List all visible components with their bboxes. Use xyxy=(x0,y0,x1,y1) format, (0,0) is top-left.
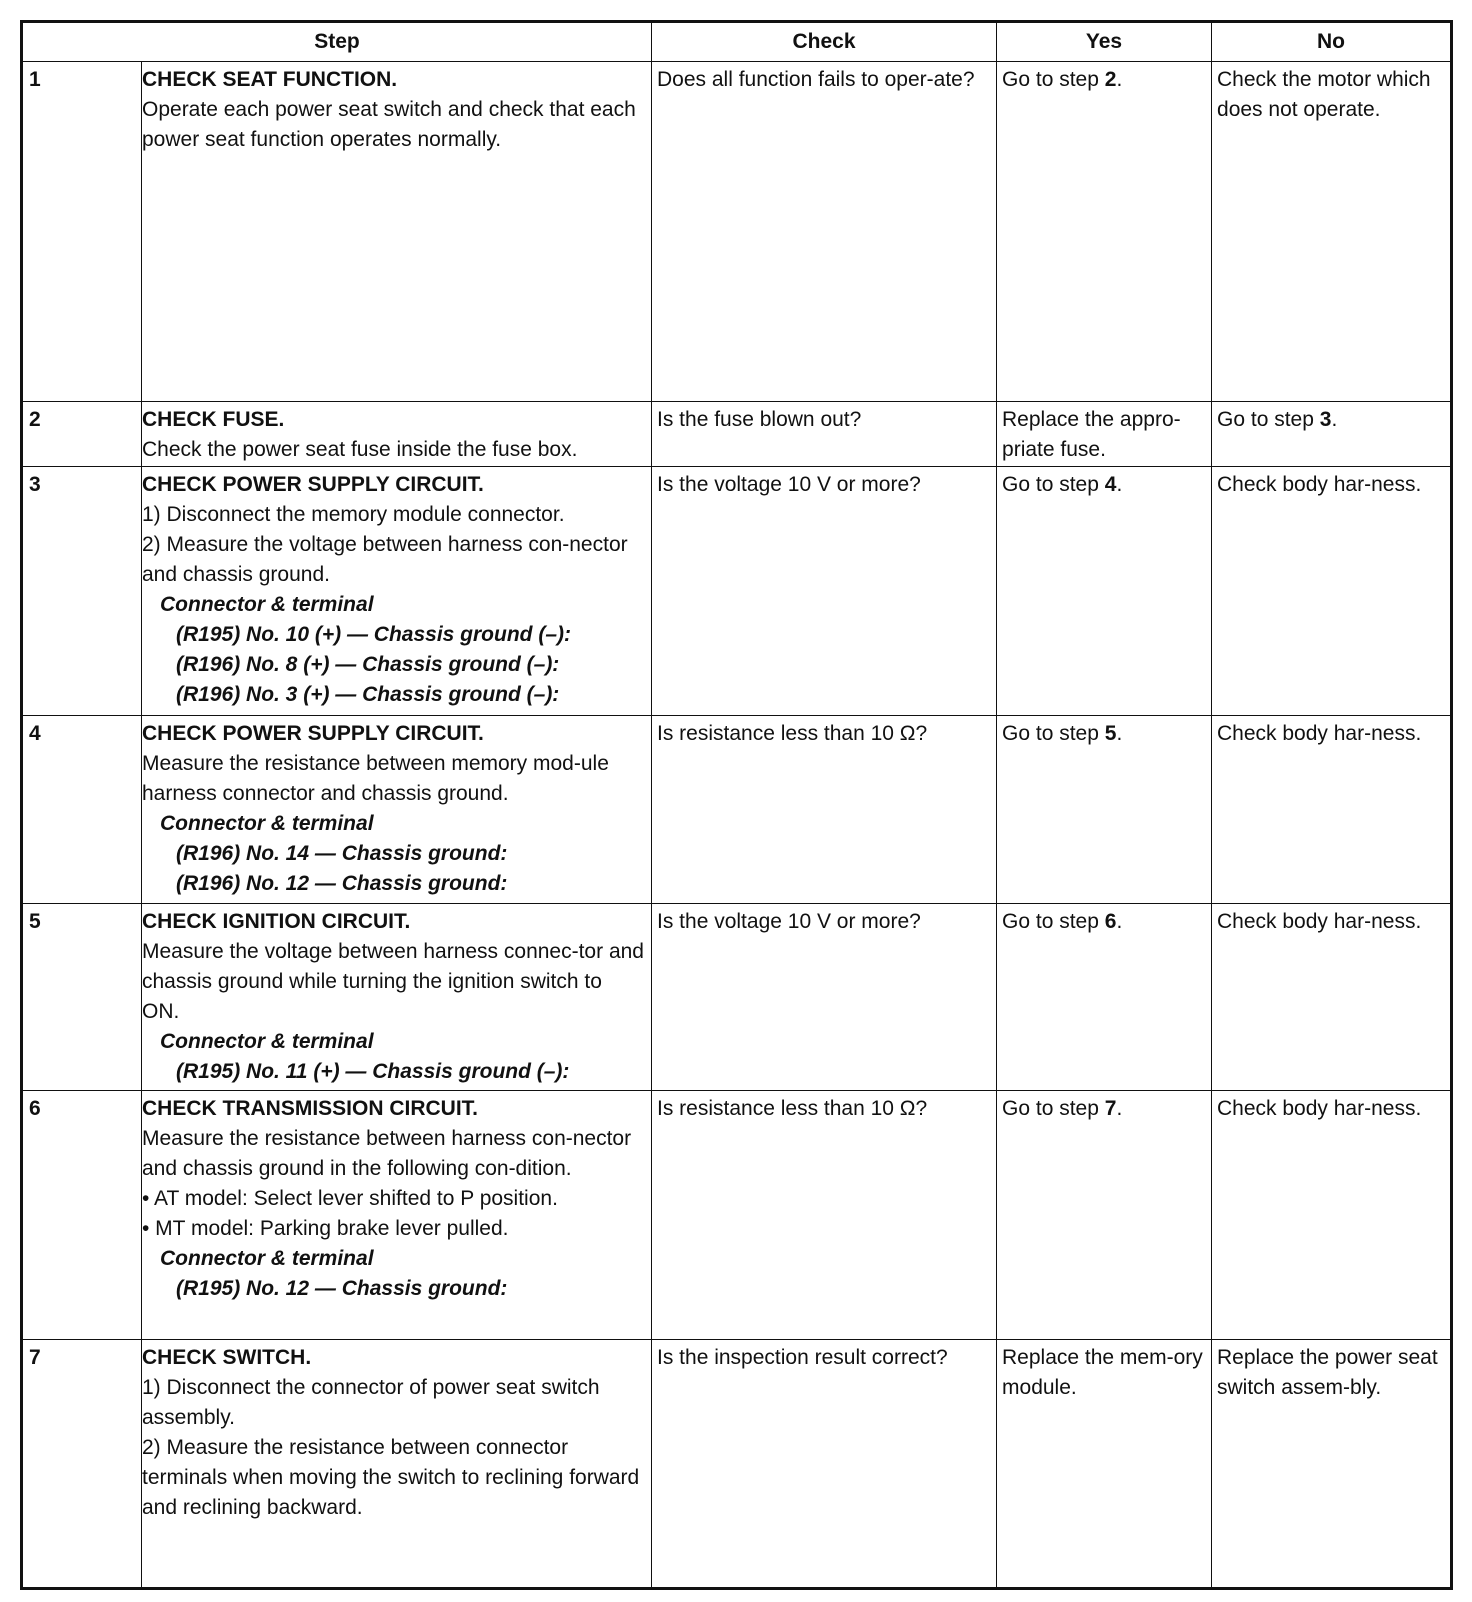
step-cell xyxy=(142,1339,652,1588)
step-line: 1) Disconnect the memory module connector. xyxy=(142,502,565,526)
table-row xyxy=(22,903,1452,1090)
check-cell: Is resistance less than 10 Ω? xyxy=(652,1090,997,1339)
step-number: 6 xyxy=(22,1090,142,1339)
yes-cell xyxy=(997,466,1212,715)
step-line: 2) Measure the resistance between connector terminals when moving the switch to reclining forward and reclining backward. xyxy=(142,1435,640,1519)
step-number: 1 xyxy=(22,62,142,402)
step-cell xyxy=(142,903,652,1090)
terminal-spec: (R195) No. 10 (+) — Chassis ground (–): xyxy=(176,622,571,646)
yes-text-end: . xyxy=(1116,909,1123,933)
step-description: Measure the resistance between harness con-nector and chassis ground in the following con-dition. xyxy=(142,1126,632,1180)
yes-step-number: 7 xyxy=(1104,1096,1117,1120)
step-number: 3 xyxy=(22,466,142,715)
yes-step-number: 6 xyxy=(1104,909,1117,933)
no-step-number: 3 xyxy=(1319,407,1332,431)
table-row xyxy=(22,62,1452,402)
terminal-spec: (R196) No. 3 (+) — Chassis ground (–): xyxy=(176,682,560,706)
step-line: 1) Disconnect the connector of power seat switch assembly. xyxy=(142,1375,600,1429)
terminal-spec: (R196) No. 8 (+) — Chassis ground (–): xyxy=(176,652,560,676)
check-cell: Does all function fails to oper-ate? xyxy=(652,62,997,402)
step-number: 5 xyxy=(22,903,142,1090)
step-cell xyxy=(142,1090,652,1339)
step-cell xyxy=(142,715,652,903)
header-row xyxy=(22,22,1452,62)
yes-step-number: 4 xyxy=(1104,472,1117,496)
step-number: 2 xyxy=(22,401,142,466)
connector-terminal-label: Connector & terminal xyxy=(160,1029,374,1053)
no-cell: Check body har-ness. xyxy=(1212,903,1452,1090)
connector-terminal-label: Connector & terminal xyxy=(160,592,374,616)
yes-cell xyxy=(997,62,1212,402)
terminal-spec: (R195) No. 11 (+) — Chassis ground (–): xyxy=(176,1059,570,1083)
check-cell: Is resistance less than 10 Ω? xyxy=(652,715,997,903)
table-row xyxy=(22,1090,1452,1339)
no-cell: Check body har-ness. xyxy=(1212,1090,1452,1339)
header-step: Step xyxy=(22,22,652,62)
step-number: 7 xyxy=(22,1339,142,1588)
step-number: 4 xyxy=(22,715,142,903)
step-description: Operate each power seat switch and check that each power seat function operates normally. xyxy=(142,98,636,151)
check-cell: Is the inspection result correct? xyxy=(652,1339,997,1588)
yes-text: Go to step xyxy=(1002,1096,1105,1120)
no-cell: Replace the power seat switch assem-bly. xyxy=(1212,1339,1452,1588)
step-title: CHECK POWER SUPPLY CIRCUIT. xyxy=(142,472,484,496)
step-title: CHECK SEAT FUNCTION. xyxy=(142,68,398,91)
step-title: CHECK FUSE. xyxy=(142,407,285,431)
yes-cell: Replace the appro-priate fuse. xyxy=(997,401,1212,466)
list-item: • MT model: Parking brake lever pulled. xyxy=(142,1216,509,1240)
step-title: CHECK IGNITION CIRCUIT. xyxy=(142,909,411,933)
table-row xyxy=(22,715,1452,903)
step-line: 2) Measure the voltage between harness con-nector and chassis ground. xyxy=(142,532,628,586)
yes-text-end: . xyxy=(1116,68,1123,91)
no-text: Go to step xyxy=(1217,407,1320,431)
yes-step-number: 2 xyxy=(1104,68,1117,91)
step-cell xyxy=(142,466,652,715)
yes-text: Go to step xyxy=(1002,721,1105,745)
list-item: • AT model: Select lever shifted to P position. xyxy=(142,1186,558,1210)
yes-cell: Replace the mem-ory module. xyxy=(997,1339,1212,1588)
terminal-spec: (R195) No. 12 — Chassis ground: xyxy=(176,1276,508,1300)
yes-text-end: . xyxy=(1116,1096,1123,1120)
step-description: Measure the resistance between memory mod-ule harness connector and chassis ground. xyxy=(142,751,609,805)
table-row xyxy=(22,466,1452,715)
step-title: CHECK SWITCH. xyxy=(142,1345,312,1369)
no-text-end: . xyxy=(1331,407,1338,431)
no-cell: Check body har-ness. xyxy=(1212,715,1452,903)
header-no: No xyxy=(1212,22,1452,62)
header-check: Check xyxy=(652,22,997,62)
table-row xyxy=(22,401,1452,466)
step-title: CHECK TRANSMISSION CIRCUIT. xyxy=(142,1096,479,1120)
yes-text-end: . xyxy=(1116,472,1123,496)
step-description: Check the power seat fuse inside the fuse box. xyxy=(142,437,578,461)
yes-text: Go to step xyxy=(1002,472,1105,496)
yes-text-end: . xyxy=(1116,721,1123,745)
no-cell xyxy=(1212,401,1452,466)
step-description: Measure the voltage between harness connec-tor and chassis ground while turning the ignition switch to ON. xyxy=(142,939,644,1023)
terminal-spec: (R196) No. 12 — Chassis ground: xyxy=(176,871,508,895)
no-cell: Check body har-ness. xyxy=(1212,466,1452,715)
yes-step-number: 5 xyxy=(1104,721,1117,745)
header-yes: Yes xyxy=(997,22,1212,62)
connector-terminal-label: Connector & terminal xyxy=(160,811,374,835)
check-cell: Is the fuse blown out? xyxy=(652,401,997,466)
terminal-spec: (R196) No. 14 — Chassis ground: xyxy=(176,841,508,865)
step-cell xyxy=(142,401,652,466)
yes-cell xyxy=(997,1090,1212,1339)
yes-cell xyxy=(997,903,1212,1090)
yes-cell xyxy=(997,715,1212,903)
check-cell: Is the voltage 10 V or more? xyxy=(652,466,997,715)
connector-terminal-label: Connector & terminal xyxy=(160,1246,374,1270)
step-title: CHECK POWER SUPPLY CIRCUIT. xyxy=(142,721,484,745)
troubleshooting-table xyxy=(20,20,1453,1590)
check-cell: Is the voltage 10 V or more? xyxy=(652,903,997,1090)
table-row xyxy=(22,1339,1452,1588)
step-cell xyxy=(142,62,652,402)
yes-text: Go to step xyxy=(1002,68,1105,91)
yes-text: Go to step xyxy=(1002,909,1105,933)
no-cell: Check the motor which does not operate. xyxy=(1212,62,1452,402)
